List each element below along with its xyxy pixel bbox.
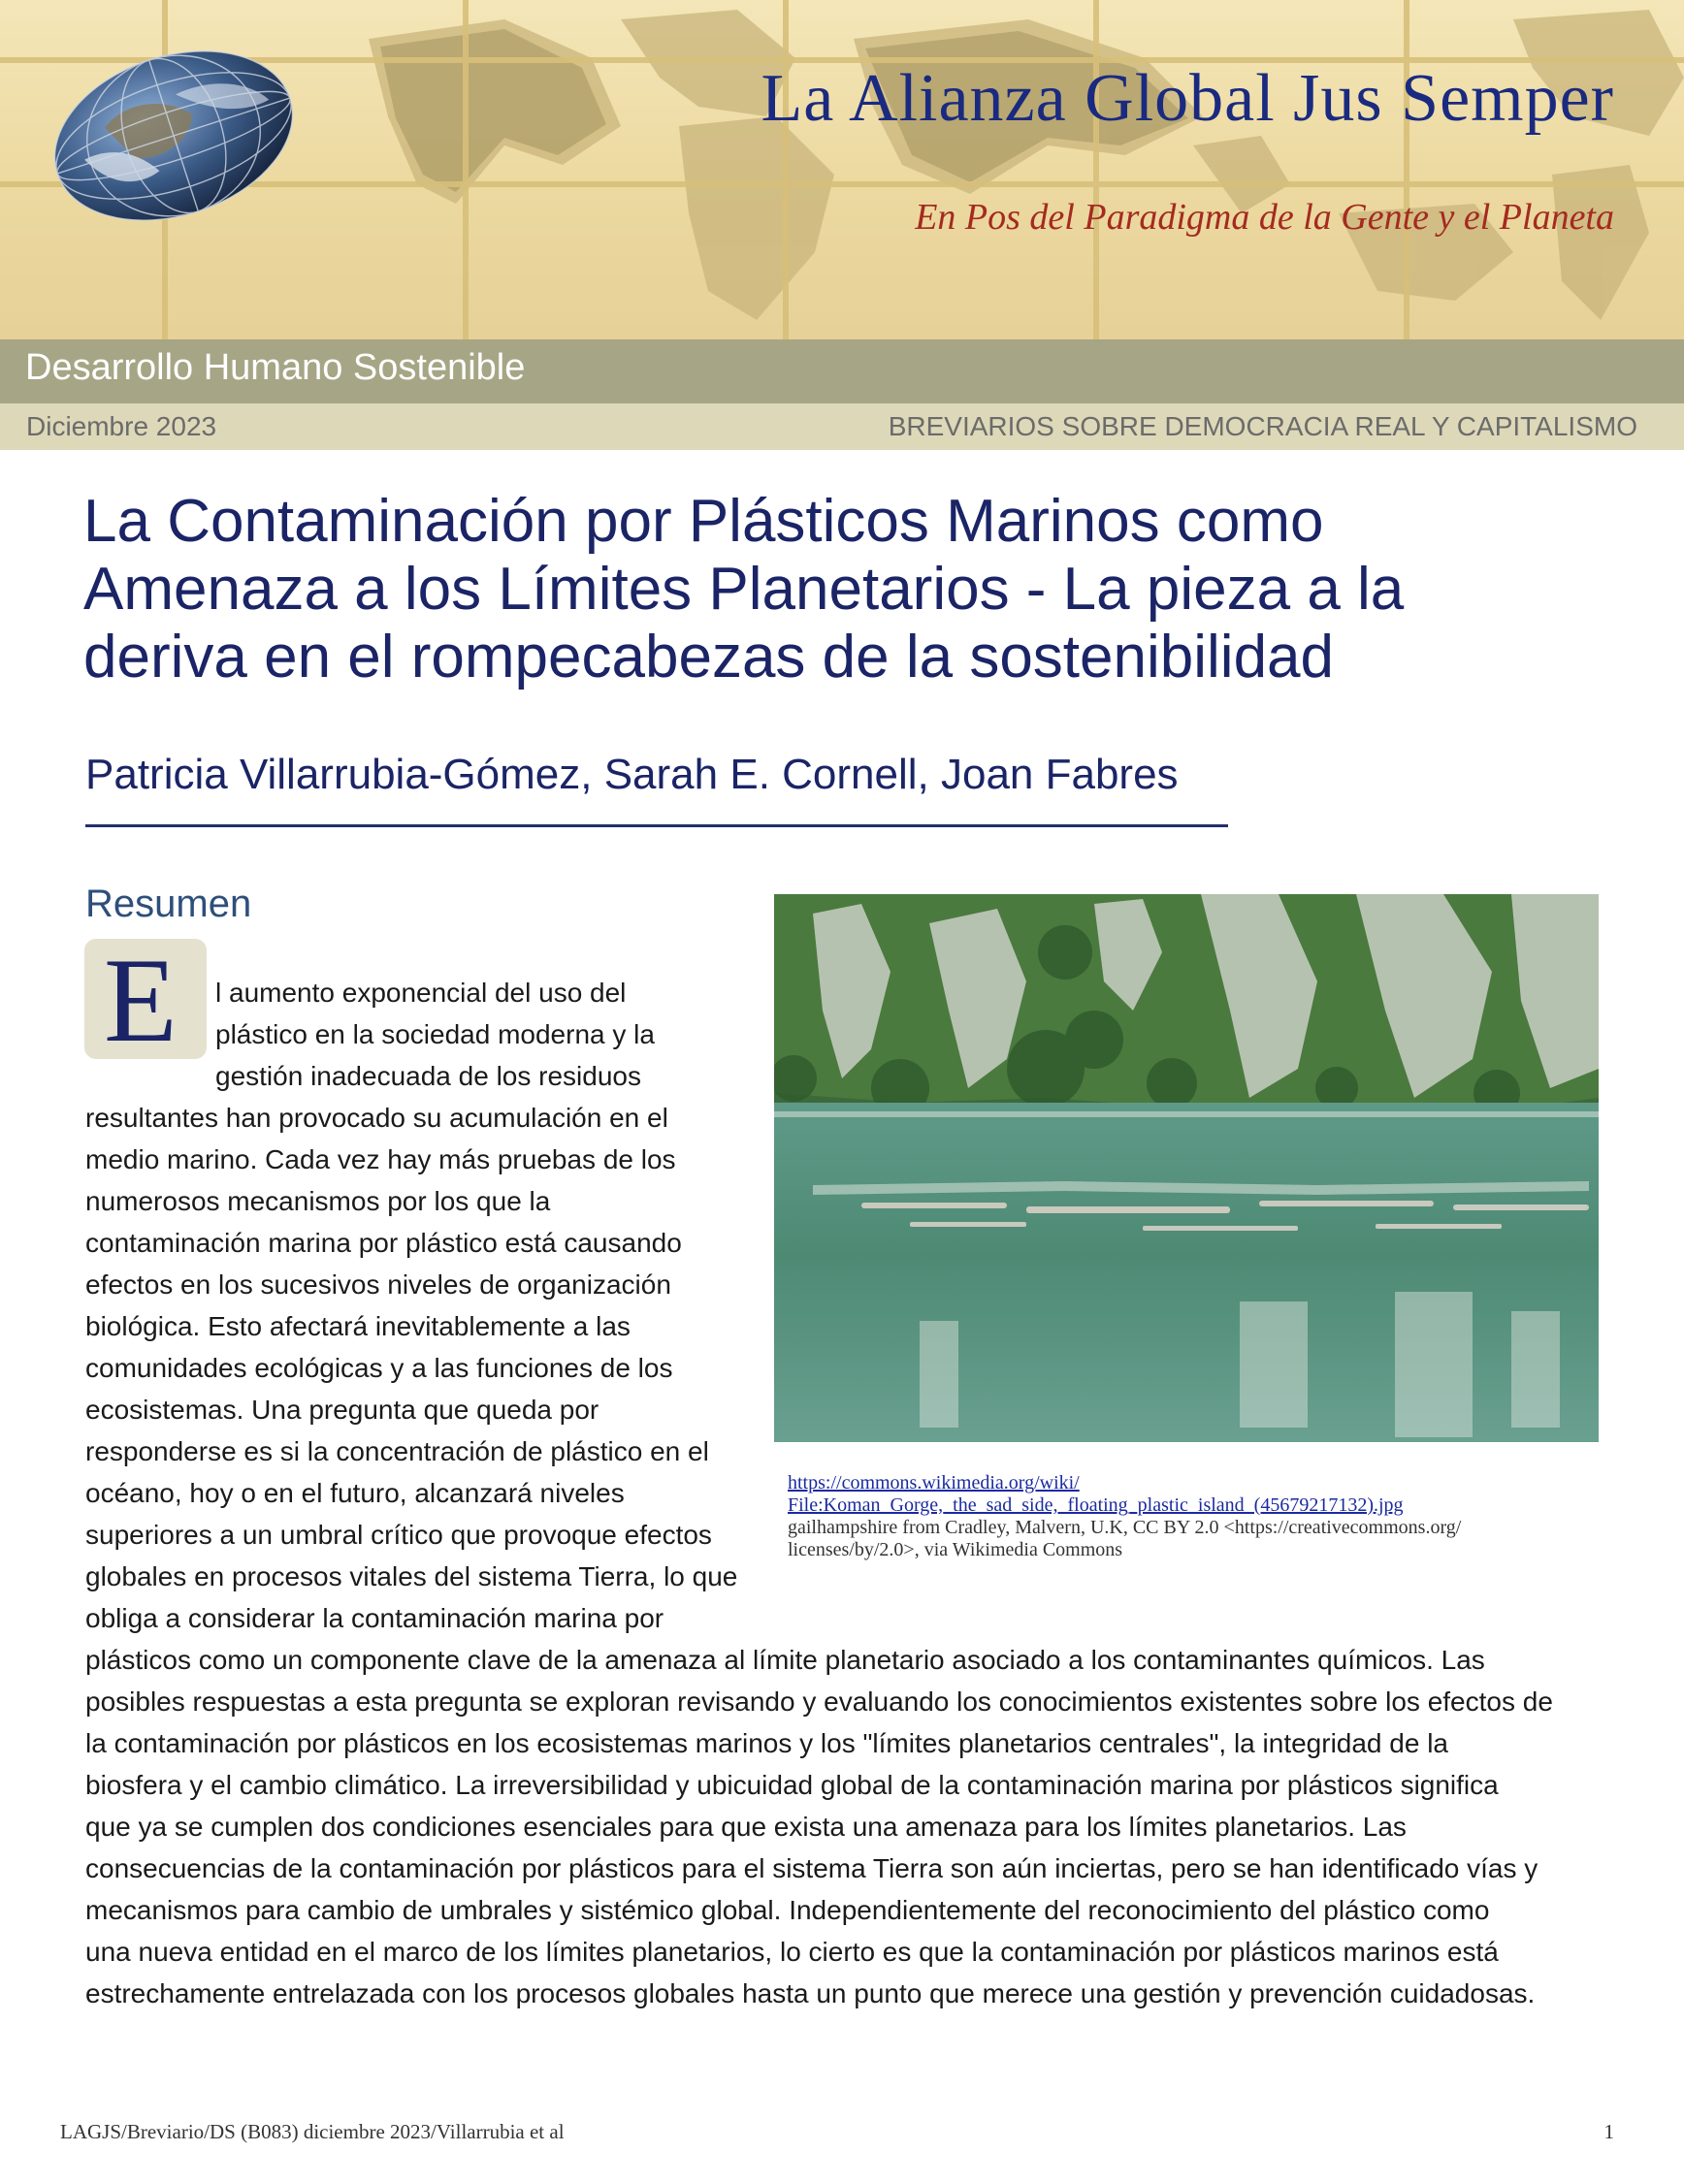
abstract-line: numerosos mecanismos por los que la [85,1186,551,1216]
masthead-banner [0,0,1684,339]
abstract-line: biosfera y el cambio climático. La irreversibilidad y ubicuidad global de la contaminación marina por plásticos significa [85,1770,1499,1800]
image-license-text: gailhampshire from Cradley, Malvern, U.K, CC BY 2.0 <https://creativecommons.org/ [788,1517,1462,1538]
site-tagline: En Pos del Paradigma de la Gente y el Planeta [915,197,1614,238]
author-divider [85,824,1228,827]
page-number: 1 [1603,2120,1614,2143]
article-authors: Patricia Villarrubia-Gómez, Sarah E. Cornell, Joan Fabres [85,751,1179,798]
abstract-line: estrechamente entrelazada con los procesos globales hasta un punto que merece una gestión y prevención cuidadosas. [85,1978,1536,2008]
abstract-line: la contaminación por plásticos en los ecosistemas marinos y los "límites planetarios centrales", la integridad de la [85,1728,1449,1758]
image-credit [788,1472,1622,1561]
abstract-line: comunidades ecológicas y a las funciones de los [85,1353,673,1383]
abstract-heading: Resumen [85,883,252,925]
abstract-line: gestión inadecuada de los residuos [215,1061,641,1091]
issue-date: Diciembre 2023 [26,411,217,441]
abstract-line: medio marino. Cada vez hay más pruebas de los [85,1144,676,1174]
globe-logo [43,39,305,233]
abstract-line: plásticos como un componente clave de la amenaza al límite planetario asociado a los contaminantes químicos. Las [85,1645,1485,1675]
drop-cap-letter: E [104,934,178,1067]
abstract-line: responderse es si la concentración de plástico en el [85,1436,709,1466]
abstract-line: biológica. Esto afectará inevitablemente a las [85,1311,631,1341]
abstract-line: consecuencias de la contaminación por plásticos para el sistema Tierra son aún inciertas, pero se han identificado vías y [85,1853,1538,1883]
abstract-line: posibles respuestas a esta pregunta se exploran revisando y evaluando los conocimientos existentes sobre los efectos de [85,1686,1553,1717]
abstract-line: una nueva entidad en el marco de los límites planetarios, lo cierto es que la contaminación por plásticos marinos está [85,1937,1499,1967]
article-title [83,488,1597,691]
title-line: deriva en el rompecabezas de la sostenibilidad [83,624,1335,691]
abstract-line: que ya se cumplen dos condiciones esenciales para que exista una amenaza para los límites planetarios. Las [85,1812,1407,1842]
abstract-line: globales en procesos vitales del sistema Tierra, lo que [85,1561,738,1591]
abstract-line: océano, hoy o en el futuro, alcanzará niveles [85,1478,625,1508]
abstract-line: l aumento exponencial del uso del [215,978,627,1008]
image-source-link[interactable]: https://commons.wikimedia.org/wiki/ [788,1472,1080,1493]
abstract-line: obliga a considerar la contaminación marina por [85,1603,664,1633]
section-bar [0,339,1684,403]
series-name: BREVIARIOS SOBRE DEMOCRACIA REAL Y CAPITALISMO [888,411,1637,441]
image-source-link[interactable]: File:Koman_Gorge,_the_sad_side,_floating_plastic_island_(45679217132).jpg [788,1494,1404,1516]
abstract-line: superiores a un umbral crítico que provoque efectos [85,1520,712,1550]
gorge-photo [774,894,1599,1442]
issue-bar [0,403,1684,450]
image-license-text: licenses/by/2.0>, via Wikimedia Commons [788,1539,1123,1560]
abstract-line: contaminación marina por plástico está causando [85,1228,682,1258]
abstract-line: efectos en los sucesivos niveles de organización [85,1269,671,1300]
drop-cap [84,934,207,1067]
abstract-line: plástico en la sociedad moderna y la [215,1019,655,1049]
section-label: Desarrollo Humano Sostenible [25,347,526,388]
abstract-line: resultantes han provocado su acumulación en el [85,1103,668,1133]
site-title: La Alianza Global Jus Semper [761,61,1614,136]
abstract-line: mecanismos para cambio de umbrales y sistémico global. Independientemente del reconocimiento del plástico como [85,1895,1490,1925]
footer-reference: LAGJS/Breviario/DS (B083) diciembre 2023/Villarrubia et al [60,2120,565,2143]
title-line: La Contaminación por Plásticos Marinos como [83,488,1324,555]
abstract-line: ecosistemas. Una pregunta que queda por [85,1395,599,1425]
title-line: Amenaza a los Límites Planetarios - La pieza a la [83,556,1405,623]
